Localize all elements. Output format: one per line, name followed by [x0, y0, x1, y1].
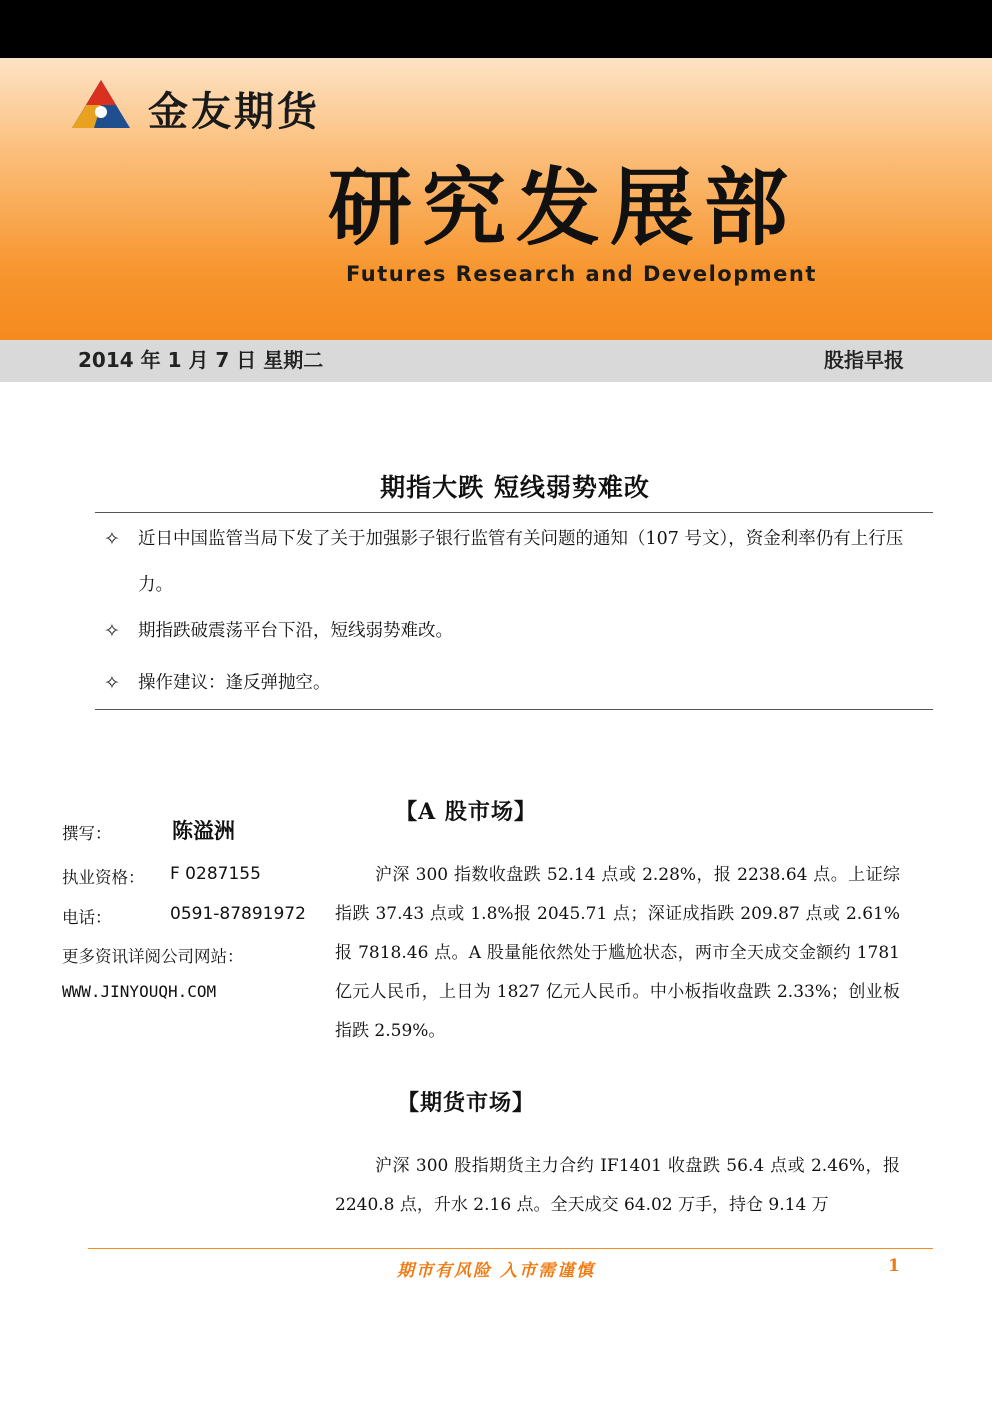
author-label: 撰写：	[62, 824, 112, 843]
a-share-paragraph: 沪深 300 指数收盘跌 52.14 点或 2.28%，报 2238.64 点。上证综指跌 37.43 点或 1.8%报 2045.71 点；深证成指跌 209.87 点或 2.61%报 7818.46 点。A 股量能依然处于尴尬状态，两市全天成交金额约 1781 亿元人民币，上日为 1827 亿元人民币。中小板指收盘跌 2.33%；创业板指跌 2.59%。	[335, 865, 900, 1041]
department-title-en: Futures Research and Development	[346, 262, 817, 286]
bullet-diamond-icon: ✧	[104, 528, 120, 550]
company-website-link[interactable]: WWW.JINYOUQH.COM	[62, 982, 217, 1001]
section-title-a-share: 【A 股市场】	[395, 799, 537, 825]
company-logo-icon	[70, 78, 132, 130]
phone-value: 0591-87891972	[170, 904, 306, 924]
summary-bottom-divider	[95, 709, 933, 710]
section-title-futures: 【期货市场】	[396, 1090, 535, 1116]
summary-bullet-1: 近日中国监管当局下发了关于加强影子银行监管有关问题的通知（107 号文），资金利率仍有上行压力。	[138, 529, 904, 595]
report-date: 2014 年 1 月 7 日 星期二	[78, 348, 324, 372]
more-info-label: 更多资讯详阅公司网站：	[62, 947, 244, 966]
futures-paragraph: 沪深 300 股指期货主力合约 IF1401 收盘跌 56.4 点或 2.46%，报 2240.8 点，升水 2.16 点。全天成交 64.02 万手，持仓 9.14 万	[335, 1156, 900, 1215]
risk-warning-slogan: 期市有风险 入市需谨慎	[397, 1261, 595, 1281]
page-number: 1	[888, 1256, 900, 1276]
author-name: 陈溢洲	[172, 819, 235, 843]
summary-top-divider	[95, 512, 933, 513]
summary-bullet-3: 操作建议：逢反弹抛空。	[138, 673, 331, 693]
bullet-diamond-icon: ✧	[104, 672, 120, 694]
summary-bullet-2: 期指跌破震荡平台下沿，短线弱势难改。	[138, 621, 453, 641]
report-type: 股指早报	[824, 348, 904, 372]
bullet-diamond-icon: ✧	[104, 620, 120, 642]
footer-divider	[88, 1248, 933, 1249]
company-name: 金友期货	[148, 89, 320, 135]
department-title-cn: 研究发展部	[328, 159, 799, 257]
license-value: F 0287155	[170, 864, 261, 884]
phone-label: 电话：	[62, 908, 112, 927]
top-black-bar	[0, 0, 992, 58]
report-headline: 期指大跌 短线弱势难改	[380, 473, 650, 502]
license-label: 执业资格：	[62, 868, 145, 887]
